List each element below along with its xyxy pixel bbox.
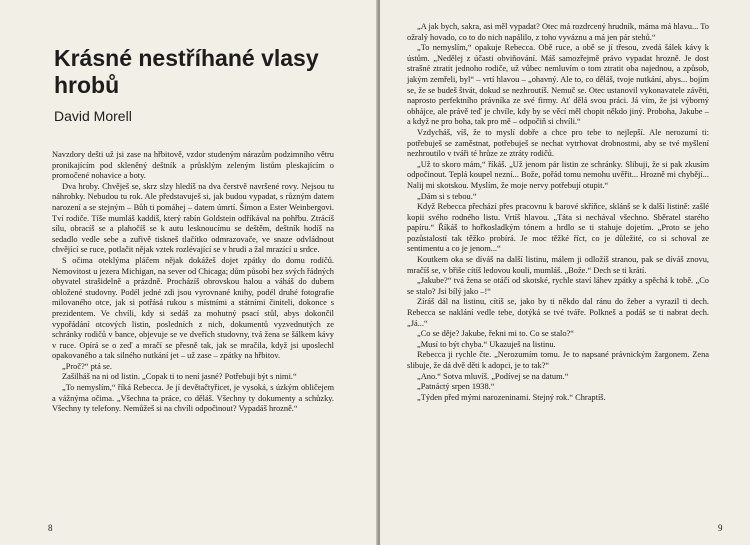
page-number-left: 8 xyxy=(48,523,53,533)
paragraph: Koutkem oka se díváš na další listinu, málem ji odložíš stranou, pak se díváš znovu, mračíš se, v břiše cítíš ledovou kouli, mumláš. „Bože.“ Dech se ti krátí. xyxy=(407,255,709,275)
paragraph: Navzdory dešti už jsi zase na hřbitově, vzdor studeným nárazům podzimního větru pronikajícím pod skleněný deštník a průsklým zeleným listům pleskajícím o promočené nohavice a boty. xyxy=(52,150,334,181)
paragraph: „Dám si s tebou.“ xyxy=(417,191,477,201)
right-page xyxy=(380,0,750,545)
paragraph: Když Rebecca přechází přes pracovnu k barové skříňce, sklánš se k další listině: zašlé kopii svého rodného listu. Vrtíš hlavou. „Táta si nechával všechno. Sběratel starého papíru.“ Říkáš to hořkosladkým tónem a hrdlo se ti stahuje dojetím. „Proto se jeho pozůstalostí tak těžko probírá. Je moc těžké říct, co je důležité, co si schoval ze sentimentu a co je jenom...“ xyxy=(407,202,709,254)
paragraph: Vzdycháš, víš, že to myslí dobře a chce pro tebe to nejlepší. Ale nerozumí ti: potřebuješ se zaměstnat, potřebuješ se nechat vytrhovat drobnostmi, aby se tvé myšlení nezhroutilo v tváři té hrůze ze ztráty rodičů. xyxy=(407,127,709,159)
author-name: David Morell xyxy=(54,108,132,124)
paragraph: „Co se děje? Jakube, řekni mi to. Co se stalo?“ xyxy=(417,329,574,339)
paragraph: Dva hroby. Chvěješ se, skrz slzy hledíš na dva čerstvě navršené rovy. Nejsou tu náhrobky. Nebudou tu rok. Ale představuješ si, jak budou vypadat, s různým datem narození a se stejným – Bůh ti pomáhej – datem úmrtí. Šimon a Ester Weinbergovi. Tví rodiče. Tíše mumláš kaddiš, který rabín Goldstein odříkával na pohřbu. Ztrácíš sílu, obracíš se a plahočíš se k autu lesknoucímu se deštěm, deštník hodíš na sedadlo vedle sebe a zuřivě tiskneš tlačítko odmrazovače, ve snaze odvládnout chvějící se ruce, potlačit nějak vztek rozlévající se v hrudi a žal mrazící u srdce. xyxy=(52,181,334,255)
left-text-column xyxy=(52,138,334,415)
paragraph: „Už to skoro mám,“ říkáš. „Už jenom pár listin ze schránky. Slibuji, že si pak zkusím odpočinout. Teplá koupel nezní... Bože, pořád tomu nemohu uvěřit... Hrozně mi chybějí... Nalij mi skotskou. Myslím, že moje nervy potřebují otupit.“ xyxy=(407,159,709,190)
story-title: Krásné nestříhané vlasy hrobů xyxy=(54,45,319,98)
right-text-column xyxy=(407,22,709,403)
paragraph: Zašilháš na ni od listin. „Copak ti to není jasné? Potřebuji být s nimi.“ xyxy=(62,372,297,382)
paragraph: „To nemyslím,“ říká Rebecca. Je jí devětačtyřicet, je vysoká, s úzkým obličejem a vážnýma očima. „Všechna ta práce, co děláš. Všechny ty dokumenty a schůzky. Všechny ty telefony. Nemůžeš si na chvíli odpočinout? Vypadáš hrozně.“ xyxy=(52,383,334,414)
paragraph: S očima oteklýma pláčem nějak dokážeš dojet zpátky do domu rodičů. Nemovitost u jezera Michigan, na sever od Chicaga; dům působí bez svých řádných obyvatel strašidelně a prázdně. Procházíš obrovskou halou a váháš do dubem obložené studovny. Podél jedné zdi jsou vyrovnané knihy, podél druhé fotografie milovaného otce, jak si potřásá rukou s místními a státními činiteli, dokonce s prezidentem. Ve chvíli, kdy si sedáš za mohutný psací stůl, abys dokončil vypořádání otcových listin, posledních z nich, dokumentů vyzvednutých ze schránky rodičů v bance, objevuje se ve dveřích studovny, tvá žena se šálkem kávy v ruce. Opírá se o zeď a mračí se přesně tak, jak se mračila, když jsi uposlechl opakovaného a tak silného nutkání jet – už zase – zpátky na hřbitov. xyxy=(52,255,334,361)
paragraph: Rebecca ji rychle čte. „Nerozumím tomu. Je to napsané právnickým žargonem. Zena slibuje, že dá dvě děti k adopci, je to tak?“ xyxy=(407,350,709,370)
paragraph: „Musí to být chyba.“ Ukazuješ na listinu. xyxy=(417,339,556,349)
paragraph: „Ano.“ Sotva mluvíš. „Podívej se na datum.“ xyxy=(417,371,569,381)
paragraph: „Proč?“ ptá se. xyxy=(62,361,112,371)
paragraph: „To nemyslím,“ opakuje Rebecca. Obě ruce, a obě se jí třesou, zvedá šálek kávy k ústům. „Nedělej z účasti obviňování. Máš samozřejmě právo vypadat hrozně. Je dost strašné ztratit jednoho rodiče, už vůbec nemluvím o tom ztratit oba najednou, a způsob, jakým zemřeli, byl“ – vrtí hlavou – „ohavný. Ale to, co děláš, tvoje nutkání, abys... bojím se, že se budeš štvát, dokud se nezhroutíš. Nemuč se. Otec ustanovil vykonavatele závěti, naprosto perfektního právníka ze své firmy. Ať dělá svou práci. Já vím, že jsi výborný obhájce, ale právě teď je chvíle, kdy by se věcí měl chopit někdo jiný. Proboha, Jakube – a když ne pro boha, tak pro mě – odpočiň si chvíli.“ xyxy=(407,43,709,127)
paragraph: „A jak bych, sakra, asi měl vypadat? Otec má rozdrcený hrudník, máma má hlavu... To ožralý hovado, co to do nich napálilo, z toho vyváznu a má jen pár stehů.“ xyxy=(407,22,709,42)
page-number-right: 9 xyxy=(718,523,723,533)
paragraph: „Jakube?“ tvá žena se otáčí od skotské, rychle staví láhev zpátky a spěchá k tobě. „Co se stalo? Jsi bílý jako –!“ xyxy=(407,276,709,296)
paragraph: „Patnáctý srpen 1938.“ xyxy=(417,382,495,392)
paragraph: Zíráš dál na listinu, cítíš se, jako by ti někdo dal ránu do žeber a vyrazil ti dech. Rebecca se naklání vedle tebe, dotýká se tvé tváře. Polkneš a podáš se ti nabrat dech. „Já...“ xyxy=(407,297,709,328)
paragraph: „Týden před mými narozeninami. Stejný rok.“ Chraptíš. xyxy=(417,392,606,402)
